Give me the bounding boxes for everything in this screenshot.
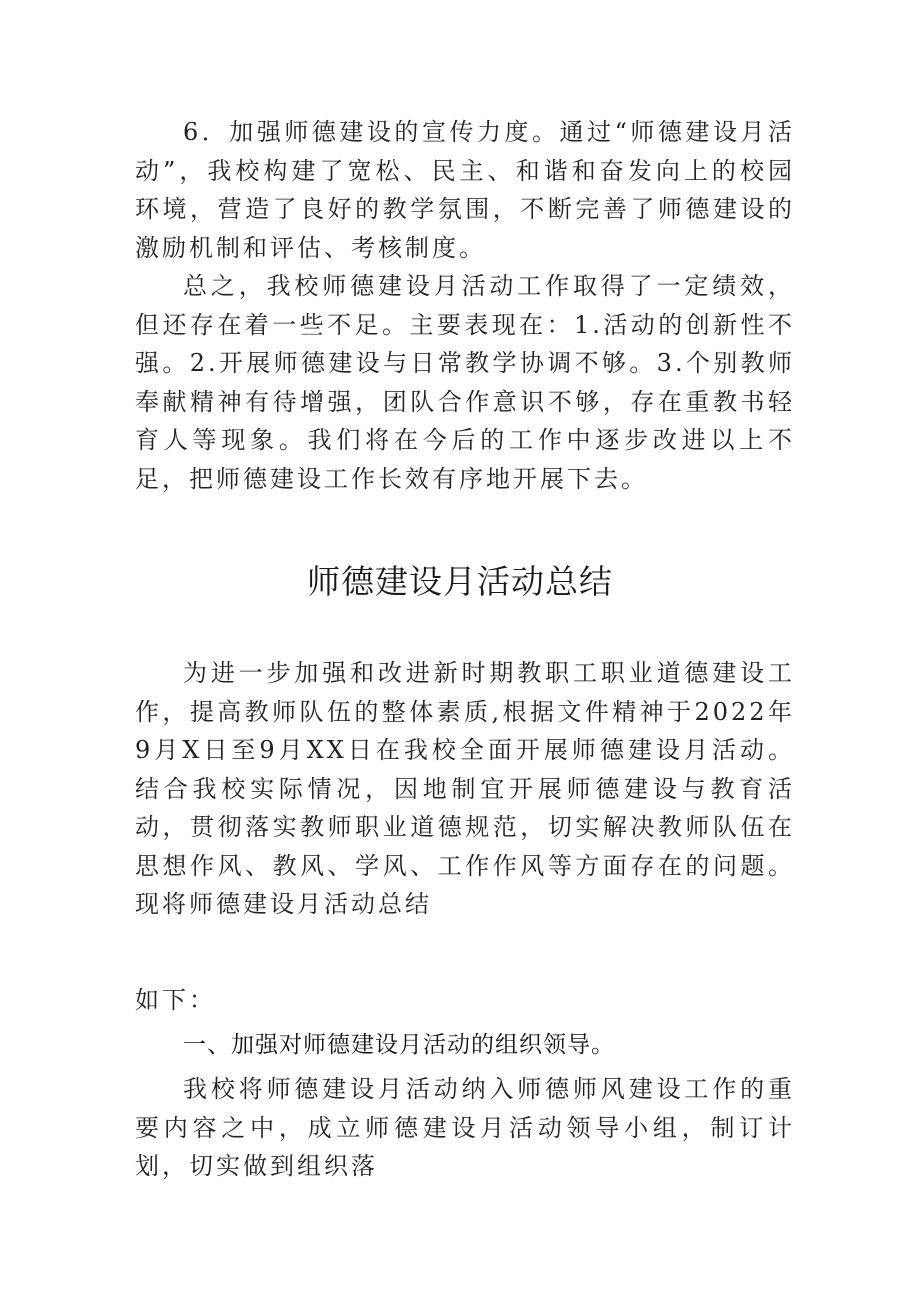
paragraph-publicity: 6．加强师德建设的宣传力度。通过“师德建设月活动”，我校构建了宽松、民主、和谐和奋发向上的校园环境，营造了良好的教学氛围，不断完善了师德建设的激励机制和评估、考核制度。 [135, 118, 795, 262]
paragraph-organization: 我校将师德建设月活动纳入师德师风建设工作的重要内容之中，成立师德建设月活动领导小组，制订计划，切实做到组织落 [135, 1075, 795, 1180]
paragraph-as-follows: 如下： [135, 986, 216, 1014]
paragraph-summary: 总之，我校师德建设月活动工作取得了一定绩效，但还存在着一些不足。主要表现在：1.活动的创新性不强。2.开展师德建设与日常教学协调不够。3.个别教师奉献精神有待增强，团队合作意识不够，存在重教书轻育人等现象。我们将在今后的工作中逐步改进以上不足，把师德建设工作长效有序地开展下去。 [135, 272, 795, 493]
document-title: 师德建设月活动总结 [307, 562, 613, 601]
section-heading-one: 一、加强对师德建设月活动的组织领导。 [183, 1032, 615, 1058]
paragraph-intro: 为进一步加强和改进新时期教职工职业道德建设工作，提高教师队伍的整体素质,根据文件精神于2022年9月X日至9月XX日在我校全面开展师德建设月活动。结合我校实际情况，因地制宜开展师德建设与教育活动，贯彻落实教师职业道德规范，切实解决教师队伍在思想作风、教风、学风、工作作风等方面存在的问题。现将师德建设月活动总结 [135, 659, 795, 918]
